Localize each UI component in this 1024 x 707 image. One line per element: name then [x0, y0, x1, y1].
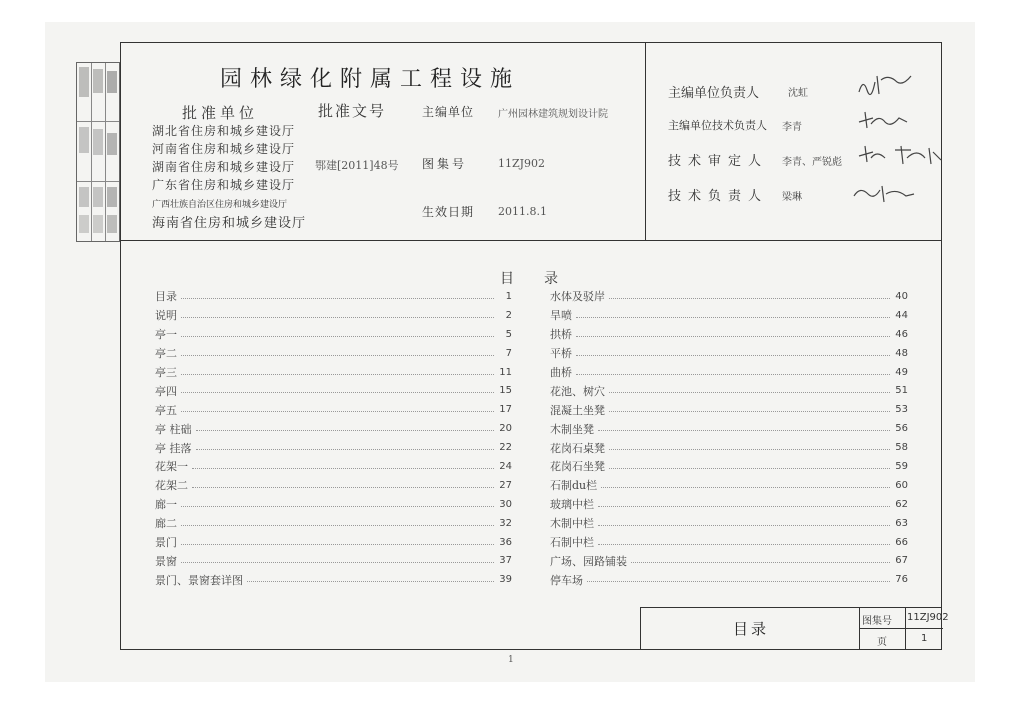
toc-entry-label: 木制中栏 [550, 517, 594, 531]
toc-entry-page: 44 [895, 309, 908, 321]
toc-entry-page: 66 [895, 536, 908, 548]
handwritten-signature-1 [855, 70, 915, 100]
toc-entry-page: 56 [895, 423, 908, 435]
editor-label: 主编单位 [422, 105, 475, 119]
toc-entry-label: 混凝土坐凳 [550, 403, 605, 417]
atlas-number-value: 11ZJ902 [498, 157, 546, 170]
toc-entry [550, 533, 908, 552]
toc-entry-label: 廊二 [155, 517, 177, 531]
title-block-name: 目录 [733, 620, 770, 638]
toc-leader-dots [609, 392, 890, 393]
toc-title: 目录 [500, 271, 588, 287]
toc-entry-label: 旱喷 [550, 309, 572, 323]
toc-entry-label: 停车场 [550, 573, 583, 587]
toc-entry-page: 2 [505, 309, 512, 321]
toc-entry-label: 亭一 [155, 328, 177, 342]
toc-left-column [155, 287, 512, 589]
toc-entry-page: 53 [895, 404, 908, 416]
signature-name-4: 梁琳 [782, 192, 802, 203]
toc-entry-page: 40 [895, 290, 908, 302]
toc-leader-dots [609, 298, 890, 299]
toc-entry-label: 景门 [155, 536, 177, 550]
editor-value: 广州园林建筑规划设计院 [498, 109, 608, 120]
atlas-number-label: 图集号 [422, 157, 468, 171]
toc-leader-dots [181, 544, 494, 545]
toc-entry-label: 目录 [155, 290, 177, 304]
handwritten-signature-2 [855, 108, 915, 132]
toc-entry [550, 476, 908, 495]
toc-entry-page: 49 [895, 366, 908, 378]
signature-label-4: 技术负责人 [668, 189, 769, 204]
toc-entry-page: 63 [895, 517, 908, 529]
toc-entry-page: 48 [895, 347, 908, 359]
toc-entry [550, 570, 908, 589]
toc-entry-label: 亭五 [155, 403, 177, 417]
toc-entry [550, 306, 908, 325]
toc-entry [155, 306, 512, 325]
title-block-page-label: 页 [877, 637, 887, 648]
effective-date-label: 生效日期 [422, 205, 475, 219]
toc-entry [155, 570, 512, 589]
header-divider [120, 240, 942, 241]
toc-leader-dots [576, 355, 890, 356]
toc-entry-label: 玻璃中栏 [550, 498, 594, 512]
toc-entry-page: 7 [505, 347, 512, 359]
toc-leader-dots [598, 430, 890, 431]
toc-entry [155, 419, 512, 438]
toc-entry [155, 457, 512, 476]
toc-leader-dots [598, 506, 890, 507]
toc-entry-label: 石制du栏 [550, 479, 598, 493]
toc-leader-dots [181, 392, 494, 393]
toc-entry-page: 51 [895, 385, 908, 397]
toc-leader-dots [576, 374, 890, 375]
toc-entry [155, 363, 512, 382]
toc-entry [155, 400, 512, 419]
authority-2: 河南省住房和城乡建设厅 [152, 142, 296, 156]
toc-entry [155, 551, 512, 570]
toc-entry [155, 476, 512, 495]
toc-entry-page: 17 [499, 404, 512, 416]
toc-entry-page: 32 [499, 517, 512, 529]
toc-entry-label: 水体及驳岸 [550, 290, 605, 304]
toc-entry-label: 亭 柱础 [155, 422, 192, 436]
toc-entry-page: 1 [505, 290, 512, 302]
toc-leader-dots [196, 430, 495, 431]
toc-entry [155, 344, 512, 363]
toc-leader-dots [181, 298, 494, 299]
toc-leader-dots [576, 317, 890, 318]
toc-leader-dots [192, 468, 494, 469]
toc-entry [550, 551, 908, 570]
toc-entry [155, 325, 512, 344]
toc-leader-dots [631, 562, 890, 563]
toc-entry-label: 景门、景窗套详图 [155, 573, 243, 587]
toc-entry [550, 287, 908, 306]
toc-entry-page: 36 [499, 536, 512, 548]
toc-entry-label: 花岗石坐凳 [550, 460, 605, 474]
toc-entry-label: 亭三 [155, 366, 177, 379]
toc-entry-page: 24 [499, 460, 512, 472]
toc-entry [550, 363, 908, 382]
toc-entry [550, 325, 908, 344]
toc-entry [155, 438, 512, 457]
toc-entry-page: 27 [499, 479, 512, 491]
atlas-title: 园林绿化附属工程设施 [220, 67, 521, 92]
toc-entry [550, 457, 908, 476]
toc-entry [155, 514, 512, 533]
title-block-atlas-value: 11ZJ902 [907, 612, 949, 623]
toc-entry-page: 58 [895, 442, 908, 454]
toc-entry-page: 59 [895, 460, 908, 472]
toc-entry-page: 20 [499, 423, 512, 435]
toc-entry-label: 花架二 [155, 479, 188, 493]
toc-entry-page: 46 [895, 328, 908, 340]
handwritten-signature-4 [850, 180, 920, 206]
toc-entry-label: 拱桥 [550, 328, 572, 342]
toc-entry-page: 60 [895, 479, 908, 491]
title-block [640, 607, 949, 650]
toc-entry [155, 495, 512, 514]
approval-doc-label: 批准文号 [318, 102, 387, 120]
toc-entry-label: 景窗 [155, 554, 177, 568]
toc-leader-dots [609, 411, 890, 412]
toc-entry-page: 5 [505, 328, 512, 340]
authority-1: 湖北省住房和城乡建设厅 [152, 124, 296, 138]
toc-leader-dots [598, 525, 890, 526]
authority-4: 广东省住房和城乡建设厅 [152, 178, 296, 192]
toc-entry-page: 37 [499, 555, 512, 567]
signature-divider [645, 42, 646, 240]
signature-name-3: 李青、严锐彪 [782, 157, 842, 168]
toc-entry-label: 廊一 [155, 498, 177, 512]
signature-label-1: 主编单位负责人 [668, 86, 760, 101]
toc-entry-label: 花岗石桌凳 [550, 441, 605, 455]
title-block-page-value: 1 [921, 633, 928, 644]
signature-name-2: 李青 [782, 122, 802, 133]
page-number: 1 [508, 655, 514, 665]
toc-entry-page: 67 [895, 555, 908, 567]
toc-entry-label: 平桥 [550, 347, 572, 361]
toc-leader-dots [192, 487, 494, 488]
signature-label-3: 技术审定人 [668, 154, 769, 169]
toc-entry-page: 76 [895, 574, 908, 586]
toc-entry-label: 说明 [155, 309, 177, 323]
toc-leader-dots [609, 449, 890, 450]
toc-entry-page: 30 [499, 498, 512, 510]
toc-leader-dots [181, 411, 494, 412]
toc-entry-label: 广场、园路铺装 [550, 554, 627, 568]
review-stamp-strip [76, 62, 120, 242]
toc-entry-label: 花架一 [155, 460, 188, 474]
toc-entry-label: 亭四 [155, 384, 177, 398]
toc-leader-dots [247, 581, 494, 582]
handwritten-signature-3 [855, 142, 945, 168]
toc-entry-label: 亭 挂落 [155, 441, 192, 455]
toc-entry-label: 石制中栏 [550, 536, 594, 550]
toc-leader-dots [181, 525, 494, 526]
toc-leader-dots [601, 487, 890, 488]
toc-leader-dots [196, 449, 495, 450]
toc-entry [550, 381, 908, 400]
authority-5: 广西壮族自治区住房和城乡建设厅 [152, 200, 288, 210]
signature-label-2: 主编单位技术负责人 [668, 119, 767, 132]
toc-leader-dots [181, 336, 494, 337]
toc-leader-dots [181, 506, 494, 507]
toc-entry [550, 438, 908, 457]
toc-entry [155, 533, 512, 552]
toc-entry-label: 亭二 [155, 347, 177, 361]
toc-entry-label: 曲桥 [550, 366, 572, 379]
toc-entry-page: 62 [895, 498, 908, 510]
toc-entry [550, 419, 908, 438]
toc-leader-dots [181, 317, 494, 318]
approval-doc-number: 鄂建[2011]48号 [315, 159, 399, 172]
toc-entry-page: 15 [499, 385, 512, 397]
toc-entry [550, 495, 908, 514]
toc-entry [550, 344, 908, 363]
toc-entry-page: 11 [499, 366, 512, 378]
toc-entry [550, 400, 908, 419]
toc-entry [155, 381, 512, 400]
toc-entry [550, 514, 908, 533]
toc-leader-dots [576, 336, 890, 337]
toc-entry-page: 39 [499, 574, 512, 586]
toc-leader-dots [587, 581, 890, 582]
toc-entry-page: 22 [499, 442, 512, 454]
toc-right-column [550, 287, 908, 589]
toc-entry-label: 花池、树穴 [550, 384, 605, 398]
authority-3: 湖南省住房和城乡建设厅 [152, 160, 296, 174]
toc-entry [155, 287, 512, 306]
title-block-atlas-label: 图集号 [862, 616, 892, 627]
signature-name-1: 沈虹 [788, 88, 808, 99]
effective-date-value: 2011.8.1 [498, 205, 547, 218]
toc-leader-dots [181, 355, 494, 356]
approval-unit-label: 批准单位 [182, 104, 259, 122]
toc-leader-dots [609, 468, 890, 469]
authority-6: 海南省住房和城乡建设厅 [152, 216, 307, 231]
toc-leader-dots [598, 544, 890, 545]
toc-leader-dots [181, 562, 494, 563]
toc-leader-dots [181, 374, 494, 375]
toc-entry-label: 木制坐凳 [550, 422, 594, 436]
